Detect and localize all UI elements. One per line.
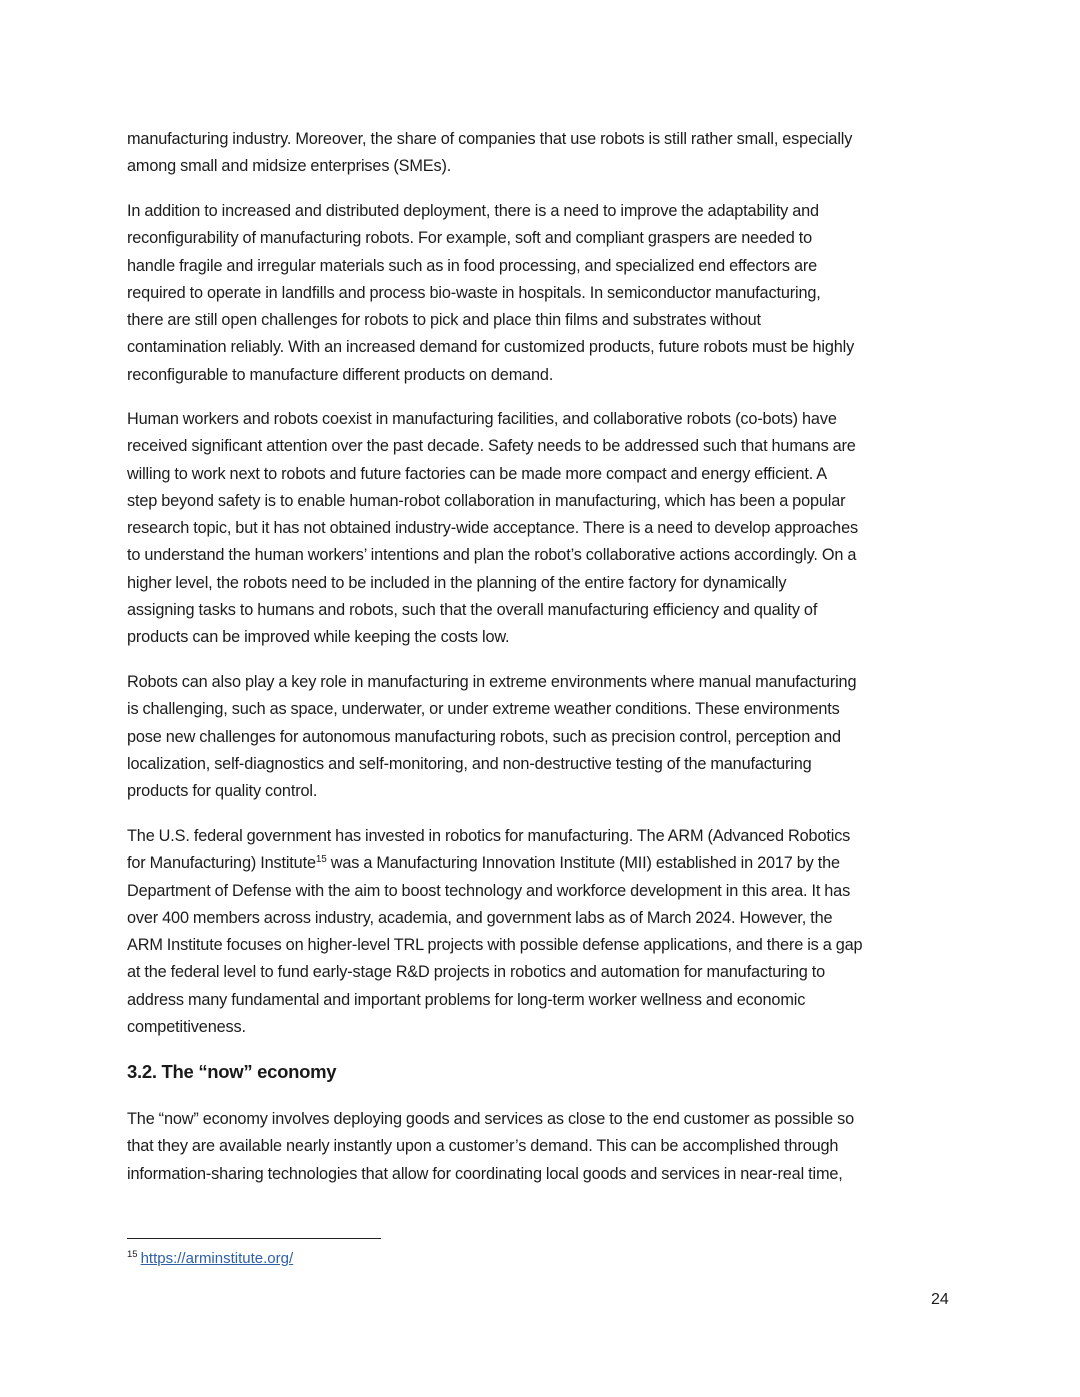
text-line: willing to work next to robots and future factories can be made more compact and energy efficient. A xyxy=(127,464,827,483)
text-line-with-footnote xyxy=(127,850,957,877)
section-heading: 3.2. The “now” economy xyxy=(127,1061,337,1082)
text-line: that they are available nearly instantly upon a customer’s demand. This can be accomplished through xyxy=(127,1137,839,1156)
text-line: products for quality control. xyxy=(127,782,318,801)
text-line: there are still open challenges for robots to pick and place thin films and substrates without xyxy=(127,311,761,330)
footnote-reference[interactable]: 15 xyxy=(315,854,327,866)
text-line: reconfigurable to manufacture different products on demand. xyxy=(127,365,554,384)
text-line: The U.S. federal government has invested in robotics for manufacturing. The ARM (Advanced Robotics xyxy=(127,827,851,845)
text-line: Robots can also play a key role in manufacturing in extreme environments where manual manufacturing xyxy=(127,673,857,691)
page-number: 24 xyxy=(931,1291,949,1308)
text-line: to understand the human workers’ intentions and plan the robot’s collaborative actions accordingly. On a xyxy=(127,546,857,565)
text-line: among small and midsize enterprises (SMEs). xyxy=(127,157,452,176)
paragraph-sme-share xyxy=(127,126,957,181)
text-segment: was a Manufacturing Innovation Institute (MII) established in 2017 by the xyxy=(326,854,840,873)
text-line: pose new challenges for autonomous manufacturing robots, such as precision control, perception and xyxy=(127,727,841,746)
text-line: at the federal level to fund early-stage R&D projects in robotics and automation for manufacturing to xyxy=(127,963,826,982)
footnote xyxy=(127,1249,293,1269)
text-line: reconfigurability of manufacturing robots. For example, soft and compliant graspers are needed to xyxy=(127,229,813,248)
text-line: higher level, the robots need to be included in the planning of the entire factory for dynamically xyxy=(127,573,787,592)
text-line: contamination reliably. With an increased demand for customized products, future robots must be highly xyxy=(127,338,855,357)
text-line: Human workers and robots coexist in manufacturing facilities, and collaborative robots (co-bots) have xyxy=(127,410,837,428)
paragraph-federal-investment xyxy=(127,823,957,1041)
text-line: is challenging, such as space, underwater, or under extreme weather conditions. These environments xyxy=(127,700,840,719)
text-line: Department of Defense with the aim to boost technology and workforce development in this area. It has xyxy=(127,881,851,900)
paragraph-adaptability xyxy=(127,198,957,389)
text-line: The “now” economy involves deploying goods and services as close to the end customer as possible so xyxy=(127,1110,854,1128)
footnote-link[interactable]: https://arminstitute.org/ xyxy=(140,1250,294,1267)
text-line: address many fundamental and important problems for long-term worker wellness and economic xyxy=(127,990,806,1009)
text-segment: for Manufacturing) Institute xyxy=(127,854,316,873)
text-line: products can be improved while keeping the costs low. xyxy=(127,628,510,647)
text-line: step beyond safety is to enable human-robot collaboration in manufacturing, which has been a popular xyxy=(127,491,846,510)
text-line: localization, self-diagnostics and self-monitoring, and non-destructive testing of the manufacturing xyxy=(127,754,812,773)
paragraph-now-economy xyxy=(127,1106,957,1188)
text-line: In addition to increased and distributed deployment, there is a need to improve the adaptability and xyxy=(127,202,819,220)
text-line: competitiveness. xyxy=(127,1018,246,1037)
text-line: assigning tasks to humans and robots, such that the overall manufacturing efficiency and quality of xyxy=(127,601,818,620)
text-line: over 400 members across industry, academia, and government labs as of March 2024. However, the xyxy=(127,908,833,927)
text-line: manufacturing industry. Moreover, the share of companies that use robots is still rather small, especially xyxy=(127,130,853,148)
text-line: research topic, but it has not obtained industry-wide acceptance. There is a need to develop approaches xyxy=(127,519,858,538)
paragraph-cobots xyxy=(127,406,957,652)
text-line: received significant attention over the past decade. Safety needs to be addressed such that humans are xyxy=(127,437,856,456)
text-line: ARM Institute focuses on higher-level TRL projects with possible defense applications, and there is a gap xyxy=(127,936,863,955)
paragraph-extreme-environments xyxy=(127,669,957,805)
footnote-separator xyxy=(127,1238,381,1239)
text-line: handle fragile and irregular materials such as in food processing, and specialized end effectors are xyxy=(127,256,818,275)
text-line: required to operate in landfills and process bio-waste in hospitals. In semiconductor manufacturing, xyxy=(127,283,821,302)
footnote-number: 15 xyxy=(127,1249,138,1260)
text-line: information-sharing technologies that allow for coordinating local goods and services in near-real time, xyxy=(127,1164,843,1183)
